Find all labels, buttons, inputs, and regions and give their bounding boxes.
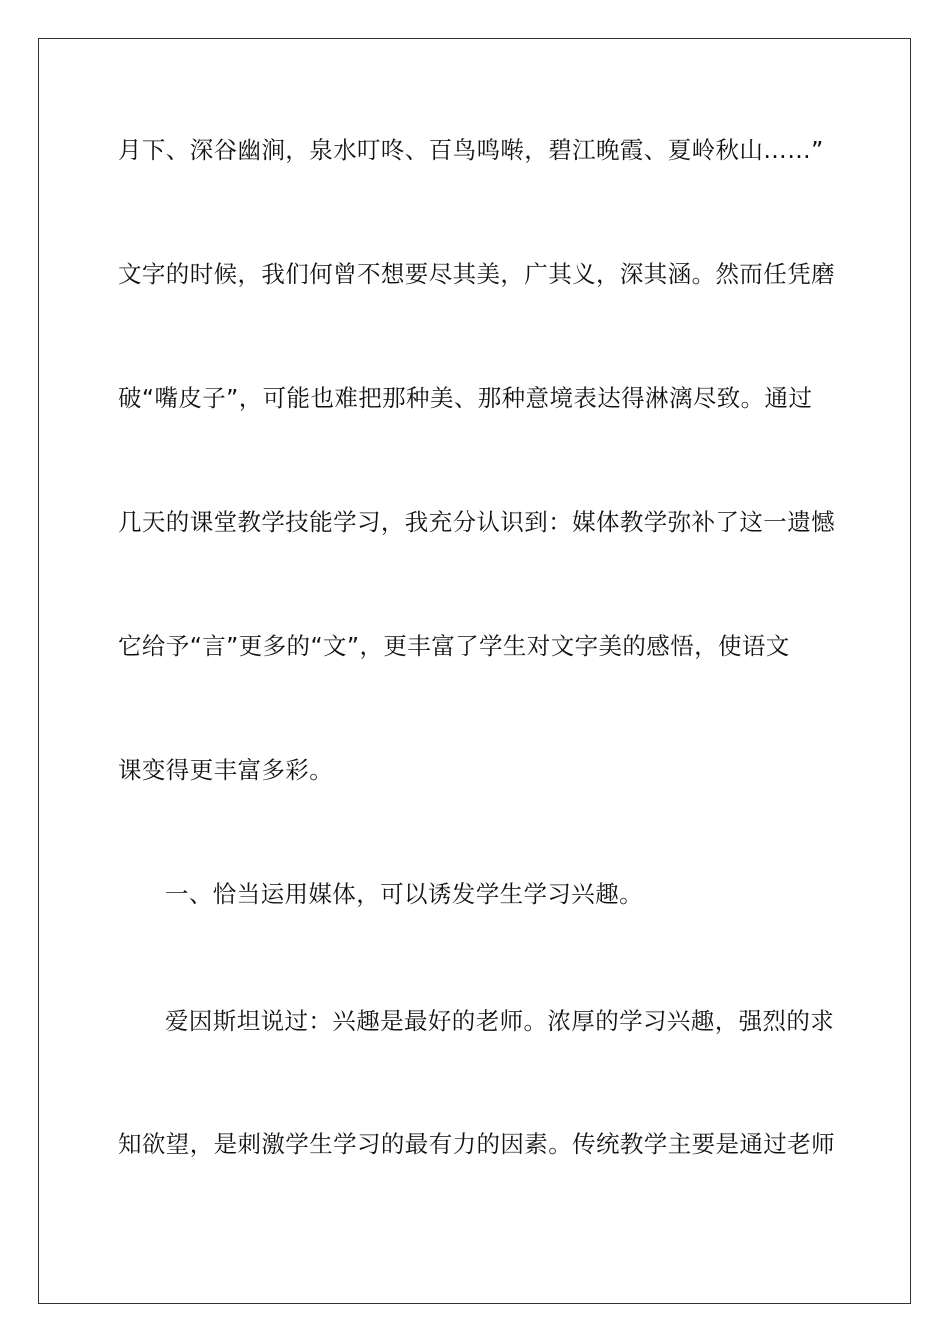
text-line: 破“嘴皮子”，可能也难把那种美、那种意境表达得淋漓尽致。通过: [118, 384, 813, 412]
paragraph-start-line: 爱因斯坦说过：兴趣是最好的老师。浓厚的学习兴趣，强烈的求: [165, 1007, 835, 1035]
section-heading: 一、恰当运用媒体，可以诱发学生学习兴趣。: [165, 880, 643, 908]
text-line: 月下、深谷幽涧，泉水叮咚、百鸟鸣啭，碧江晚霞、夏岭秋山……”: [118, 136, 824, 164]
text-line: 课变得更丰富多彩。: [118, 756, 334, 784]
page-frame: [38, 38, 911, 1304]
text-line: 它给予“言”更多的“文”，更丰富了学生对文字美的感悟，使语文: [118, 632, 790, 660]
text-line: 几天的课堂教学技能学习，我充分认识到：媒体教学弥补了这一遗憾: [118, 508, 835, 536]
text-line: 知欲望，是刺激学生学习的最有力的因素。传统教学主要是通过老师: [118, 1130, 835, 1158]
text-line: 文字的时候，我们何曾不想要尽其美，广其义，深其涵。然而任凭磨: [118, 260, 835, 288]
